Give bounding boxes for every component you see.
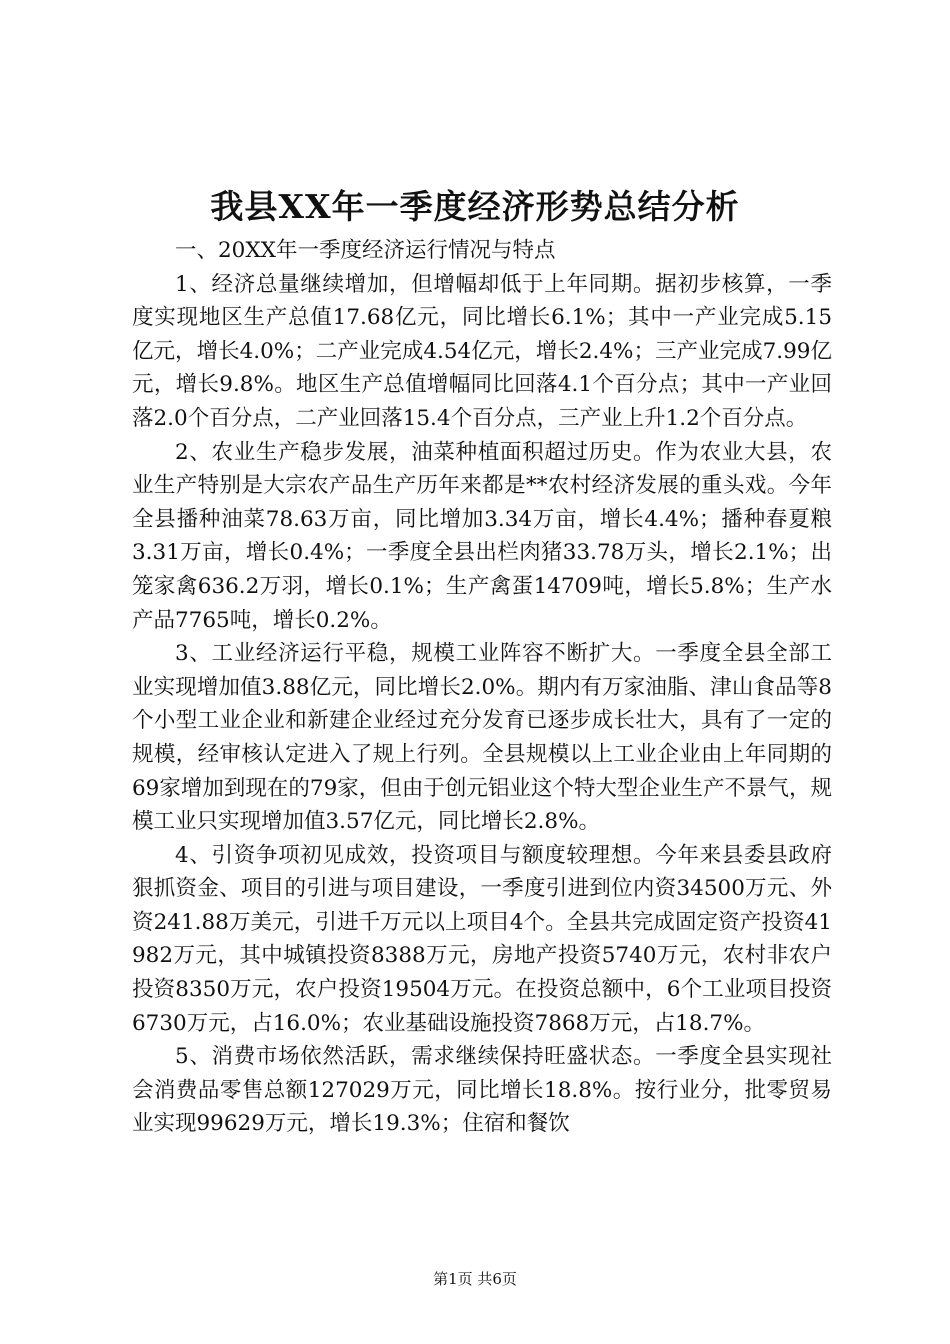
paragraph-agriculture: 2、农业生产稳步发展，油菜种植面积超过历史。作为农业大县，农业生产特别是大宗农产品生产历年来都是**农村经济发展的重头戏。今年全县播种油菜78.63万亩，同比增加3.34万亩，增长4.4%；播种春夏粮3.31万亩，增长0.4%；一季度全县出栏肉猪33.78万头，增长2.1%；出笼家禽636.2万羽，增长0.1%；生产禽蛋14709吨，增长5.8%；生产水产品7765吨，增长0.2%。 <box>132 439 832 633</box>
paragraph-consumption: 5、消费市场依然活跃，需求继续保持旺盛状态。一季度全县实现社会消费品零售总额127029万元，同比增长18.8%。按行业分，批零贸易业实现99629万元，增长19.3%；住宿和餐饮 <box>132 1044 832 1137</box>
section-heading: 一、20XX年一季度经济运行情况与特点 <box>175 238 556 263</box>
paragraph-industry: 3、工业经济运行平稳，规模工业阵容不断扩大。一季度全县全部工业实现增加值3.88亿元，同比增长2.0%。期内有万家油脂、津山食品等8个小型工业企业和新建企业经过充分发育已逐步成长壮大，具有了一定的规模，经审核认定进入了规上行列。全县规模以上工业企业由上年同期的69家增加到现在的79家，但由于创元铝业这个特大型企业生产不景气，规模工业只实现增加值3.57亿元，同比增长2.8%。 <box>132 641 832 835</box>
paragraph-economic-total: 1、经济总量继续增加，但增幅却低于上年同期。据初步核算，一季度实现地区生产总值17.68亿元，同比增长6.1%；其中一产业完成5.15亿元，增长4.0%；二产业完成4.54亿元，增长2.4%；三产业完成7.99亿元，增长9.8%。地区生产总值增幅同比回落4.1个百分点；其中一产业回落2.0个百分点，二产业回落15.4个百分点，三产业上升1.2个百分点。 <box>132 271 832 431</box>
page-indicator: 第1页 共6页 <box>433 1270 517 1288</box>
paragraph-investment: 4、引资争项初见成效，投资项目与额度较理想。今年来县委县政府狠抓资金、项目的引进与项目建设，一季度引进到位内资34500万元、外资241.88万美元，引进千万元以上项目4个。全县共完成固定资产投资41982万元，其中城镇投资8388万元，房地产投资5740万元，农村非农户投资8350万元，农户投资19504万元。在投资总额中，6个工业项目投资6730万元，占16.0%；农业基础设施投资7868万元，占18.7%。 <box>132 842 832 1036</box>
document-title: 我县XX年一季度经济形势总结分析 <box>210 187 740 226</box>
document-body <box>132 234 832 1141</box>
